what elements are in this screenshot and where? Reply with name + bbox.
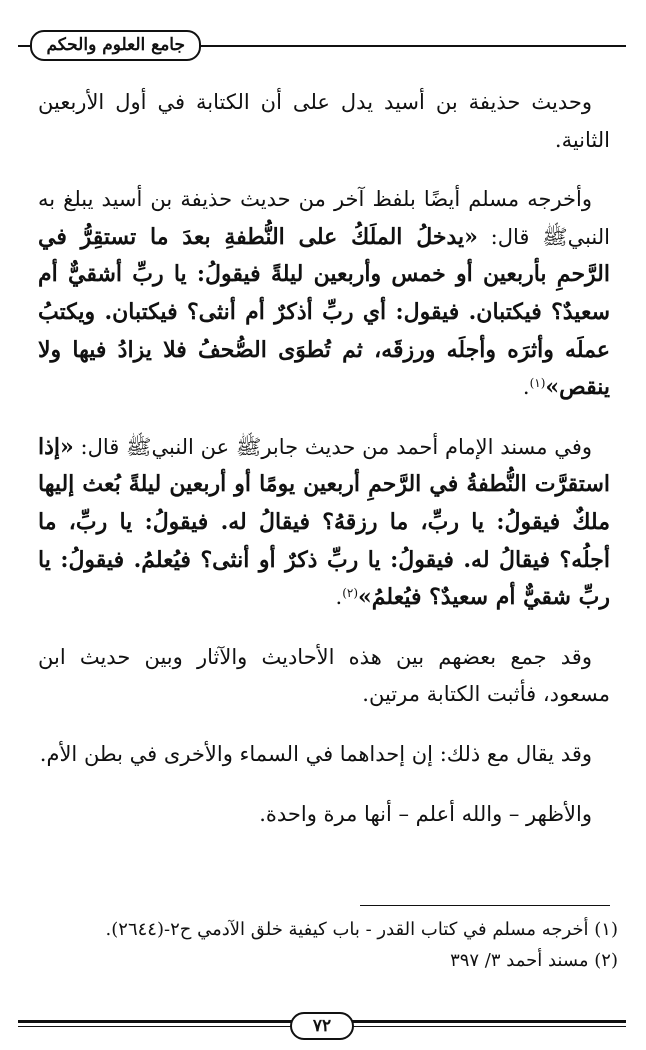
main-text bbox=[38, 84, 610, 833]
book-title: جامع العلوم والحكم bbox=[30, 30, 201, 61]
footnote-1: (١) أخرجه مسلم في كتاب القدر - باب كيفية خلق الآدمي ح٢-(٢٦٤٤). bbox=[105, 919, 618, 940]
paragraph-1-text: وحديث حذيفة بن أسيد يدل على أن الكتابة في أول الأربعين الثانية. bbox=[38, 90, 610, 152]
paragraph-6 bbox=[38, 796, 610, 834]
paragraph-5-text: وقد يقال مع ذلك: إن إحداهما في السماء والأخرى في بطن الأم. bbox=[39, 741, 592, 766]
footnote-ref-1[interactable]: (١) bbox=[529, 376, 546, 391]
footnote-2: (٢) مسند أحمد ٣/ ٣٩٧ bbox=[450, 950, 618, 971]
footnotes bbox=[38, 914, 618, 976]
paragraph-5 bbox=[38, 736, 610, 774]
page-footer bbox=[18, 1012, 626, 1042]
hadith-quote-1: «يدخلُ الملَكُ على النُّطفةِ بعدَ ما تستقِرُّ في الرَّحمِ بأربعين أو خمس وأربعين ليلةً فيقولُ: يا ربِّ أشقيٌّ أم سعيدٌ؟ فيكتبان. فيقول: أي ربِّ أذكرٌ أم أنثى؟ فيكتبان. ويكتبُ عملَه وأثرَه وأجلَه ورزقَه، ثم تُطوَى الصُّحفُ فلا يزادُ فيها ولا ينقص» bbox=[38, 223, 610, 401]
footnote-ref-2[interactable]: (٢) bbox=[342, 586, 359, 601]
running-header bbox=[18, 28, 626, 64]
paragraph-1 bbox=[38, 84, 610, 159]
paragraph-2-end: . bbox=[522, 375, 530, 400]
footnote-separator bbox=[360, 905, 610, 906]
paragraph-4-text: وقد جمع بعضهم بين هذه الأحاديث والآثار وبين حديث ابن مسعود، فأثبت الكتابة مرتين. bbox=[38, 644, 610, 707]
paragraph-3-intro: وفي مسند الإمام أحمد من حديث جابرﷺ عن النبيﷺ قال: bbox=[73, 434, 592, 459]
paragraph-3 bbox=[38, 429, 610, 617]
paragraph-4 bbox=[38, 639, 610, 714]
paragraph-3-end: . bbox=[335, 585, 343, 610]
paragraph-6-text: والأظهر – والله أعلم – أنها مرة واحدة. bbox=[259, 801, 592, 826]
page-number: ٧٢ bbox=[290, 1012, 354, 1040]
paragraph-2 bbox=[38, 181, 610, 407]
paragraph-2-intro: وأخرجه مسلم أيضًا بلفظ آخر من حديث حذيفة بن أسيد يبلغ به النبيﷺ قال: bbox=[38, 187, 610, 249]
hadith-quote-2: «إذا استقرَّت النُّطفةُ في الرَّحمِ أربعين يومًا أو أربعين ليلةً بُعث إليها ملكٌ فيقولُ: يا ربِّ، ما رزقهُ؟ فيقالُ له. فيقولُ: يا ربِّ، ما أجلُه؟ فيقالُ له. فيقولُ: يا ربِّ ذكرٌ أو أنثى؟ فيُعلمُ. فيقولُ: يا ربِّ شقيٌّ أم سعيدٌ؟ فيُعلمُ» bbox=[38, 433, 610, 611]
